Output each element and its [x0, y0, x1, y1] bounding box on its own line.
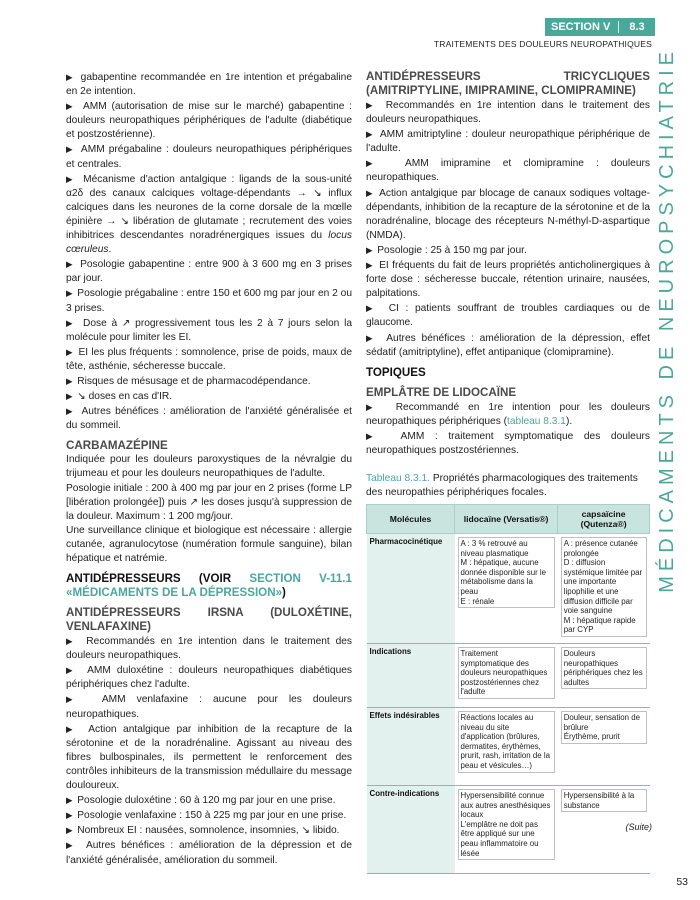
list-item: ▶ Action antalgique par inhibition de la recapture de la sérotonine et de la noradrénaline. Agissant au niveau des fibres bulbospinales, ils permettent le renforcement des contrôles inhibiteurs de la transmission médullaire du message douloureux. [66, 722, 352, 793]
list-item: ▶ Recommandés en 1re intention dans le traitement des douleurs neuropathiques. [366, 98, 650, 127]
list-item: ▶ Autres bénéfices : amélioration de l'anxiété généralisée et du sommeil. [66, 404, 352, 433]
list-item: ▶ AMM : traitement symptomatique des douleurs neuropathiques postzostériennes. [366, 429, 650, 458]
heading-lidocaine: EMPLÂTRE DE LIDOCAÏNE [366, 385, 517, 399]
list-item: ▶ CI : patients souffrant de troubles cardiaques ou de glaucome. [366, 301, 650, 330]
paragraph: Indiquée pour les douleurs paroxystiques de la névralgie du trijumeau et pour les douleurs neuropathiques de l'adulte. [66, 454, 352, 480]
column-header: capsaïcine (Qutenza®) [558, 505, 650, 534]
list-item: ▶ Posologie prégabaline : entre 150 et 600 mg par jour en 2 ou 3 prises. [66, 286, 352, 315]
table-row [367, 534, 650, 644]
list-item: ▶ Recommandés en 1re intention dans le traitement des douleurs neuropathiques. [66, 634, 352, 663]
table-row [367, 785, 650, 873]
heading-antidepresseurs: ANTIDÉPRESSEURS (VOIR SECTION V-11.1 «MÉDICAMENTS DE LA DÉPRESSION») [66, 572, 352, 600]
heading-irsna: ANTIDÉPRESSEURS IRSNA (DULOXÉTINE, VENLAFAXINE) [66, 606, 352, 634]
list-item: ▶ Autres bénéfices : amélioration de la dépression, effet sédatif (amitriptyline), effet antipanique (clomipramine). [366, 331, 650, 360]
heading-topiques: TOPIQUES [366, 365, 426, 379]
cell-text: Réactions locales au niveau du site d'application (brûlures, dermatites, érythèmes, prurit, rash, irritation de la peau et vésicules…) [458, 711, 555, 773]
right-column [366, 70, 650, 458]
list-item: ▶ Mécanisme d'action antalgique : ligands de la sous-unité α2δ des canaux calciques voltage-dépendants → ↘ influx calciques dans les neurones de la corne dorsale de la mœlle épinière → ↘ libération de glutamate ; recrutement des voies inhibitrices descendantes noradrénergiques issues du locus cœruleus. [66, 172, 352, 258]
chapter-subtitle: TRAITEMENTS DES DOULEURS NEUROPATHIQUES [433, 39, 652, 49]
section-link[interactable]: SECTION V-11.1 «MÉDICAMENTS DE LA DÉPRESSION» [66, 572, 352, 600]
table-cell [455, 785, 558, 873]
list-item: ▶ Posologie : 25 à 150 mg par jour. [366, 243, 650, 258]
list-item: ▶ AMM imipramine et clomipramine : douleurs neuropathiques. [366, 156, 650, 185]
list-item: ▶ EI fréquents du fait de leurs propriétés anticholinergiques à forte dose : sécheresse buccale, rétention urinaire, nausées, palpitations. [366, 258, 650, 301]
table-block [366, 472, 650, 874]
table-caption-text: Propriétés pharmacologiques des traitements des neuropathies périphériques focales. [366, 473, 638, 498]
heading-carbamazepine: CARBAMAZÉPINE [66, 439, 168, 453]
list-item: ▶ AMM prégabaline : douleurs neuropathiques périphériques et centrales. [66, 142, 352, 171]
cell-text: Traitement symptomatique des douleurs neuropathiques postzostériennes chez l'adulte [458, 647, 555, 699]
list-item: ▶ EI les plus fréquents : somnolence, prise de poids, maux de tête, asthénie, sécheresse buccale. [66, 345, 352, 374]
list-item: ▶ Action antalgique par blocage de canaux sodiques voltage-dépendants, inhibition de la recapture de la sérotonine et de la noradrénaline, blocage des récepteurs N-méthyl-D-aspartique (NMDA). [366, 186, 650, 243]
heading-tricycliques: ANTIDÉPRESSEURS TRICYCLIQUES (AMITRIPTYLINE, IMIPRAMINE, CLOMIPRAMINE) [366, 70, 650, 97]
list-item: ▶ ↘ doses en cas d'IR. [66, 389, 352, 404]
pharmacology-table [366, 504, 650, 874]
table-cell [558, 534, 650, 644]
list-item: ▶ AMM amitriptyline : douleur neuropathique périphérique de l'adulte. [366, 127, 650, 156]
list-item: ▶ AMM (autorisation de mise sur le marché) gabapentine : douleurs neuropathiques périphériques de l'adulte (diabétique et postzostérienne). [66, 99, 352, 142]
list-item: ▶ Dose à ↗ progressivement tous les 2 à 7 jours selon la molécule pour limiter les EI. [66, 316, 352, 345]
side-title-text: MÉDICAMENTS DE NEUROPSYCHIATRIE [656, 47, 678, 593]
row-label: Pharmacocinétique [367, 534, 455, 644]
locus-term: locus cœruleus [66, 230, 352, 256]
cell-text: Douleurs neuropathiques périphériques chez les adultes [561, 647, 647, 689]
table-link[interactable]: tableau 8.3.1 [507, 415, 566, 427]
table-caption [366, 472, 650, 500]
paragraph: Une surveillance clinique et biologique est nécessaire : allergie cutanée, agranulocytose (numération formule sanguine), bilan hépatique et natrémie. [66, 524, 352, 564]
section-header-tab [545, 18, 655, 36]
list-item: ▶ Posologie gabapentine : entre 900 à 3 600 mg en 3 prises par jour. [66, 257, 352, 286]
list-item: ▶ Risques de mésusage et de pharmacodépendance. [66, 374, 352, 389]
left-column [66, 70, 352, 868]
table-cell [558, 643, 650, 707]
cell-text: Douleur, sensation de brûlure Érythème, prurit [561, 711, 647, 744]
table-cell [558, 707, 650, 785]
list-item: ▶ Posologie venlafaxine : 150 à 225 mg par jour en une prise. [66, 808, 352, 823]
list-item: ▶ Autres bénéfices : amélioration de la dépression et de l'anxiété généralisée, amélioration du sommeil. [66, 838, 352, 867]
row-label: Effets indésirables [367, 707, 455, 785]
list-item: ▶ AMM duloxétine : douleurs neuropathiques diabétiques périphériques chez l'adulte. [66, 663, 352, 692]
table-cell [455, 534, 558, 644]
column-header: Molécules [367, 505, 455, 534]
list-item: ▶ Nombreux EI : nausées, somnolence, insomnies, ↘ libido. [66, 823, 352, 838]
table-cell [455, 643, 558, 707]
cell-text: Hypersensibilité connue aux autres anesthésiques locaux L'emplâtre ne doit pas être appliqué sur une peau inflammatoire ou lésée [458, 789, 555, 860]
list-item: ▶ Posologie duloxétine : 60 à 120 mg par jour en une prise. [66, 793, 352, 808]
cell-text: Hypersensibilité à la substance [561, 789, 647, 812]
side-title [645, 47, 690, 593]
list-item: ▶ gabapentine recommandée en 1re intention et prégabaline en 2e intention. [66, 70, 352, 99]
section-number: 8.3 [618, 21, 655, 33]
row-label: Indications [367, 643, 455, 707]
row-label: Contre-indications [367, 785, 455, 873]
table-cell [455, 707, 558, 785]
list-item: ▶ AMM venlafaxine : aucune pour les douleurs neuropathiques. [66, 692, 352, 721]
cell-text: A : 3 % retrouvé au niveau plasmatique M : hépatique, aucune donnée disponible sur le métabolisme dans la peau E : rénale [458, 537, 555, 608]
table-row [367, 643, 650, 707]
table-caption-label: Tableau 8.3.1. [366, 473, 431, 484]
continued-note: (Suite) [625, 822, 652, 832]
column-header: lidocaïne (Versatis®) [455, 505, 558, 534]
paragraph: Posologie initiale : 200 à 400 mg par jour en 2 prises (forme LP [libération prolongée]) puis ↗ les doses jusqu'à suppression de la douleur. Maximum : 1 200 mg/jour. [66, 482, 352, 522]
cell-text: A : présence cutanée prolongée D : diffusion systémique limitée par une importante lipophilie et une diffusion difficile par voie sanguine M : hépatique rapide par CYP [561, 537, 647, 637]
table-row [367, 707, 650, 785]
page-number: 53 [676, 876, 688, 888]
section-label: SECTION V [551, 21, 611, 33]
list-item: ▶ Recommandé en 1re intention pour les douleurs neuropathiques périphériques (tableau 8.3.1). [366, 400, 650, 429]
